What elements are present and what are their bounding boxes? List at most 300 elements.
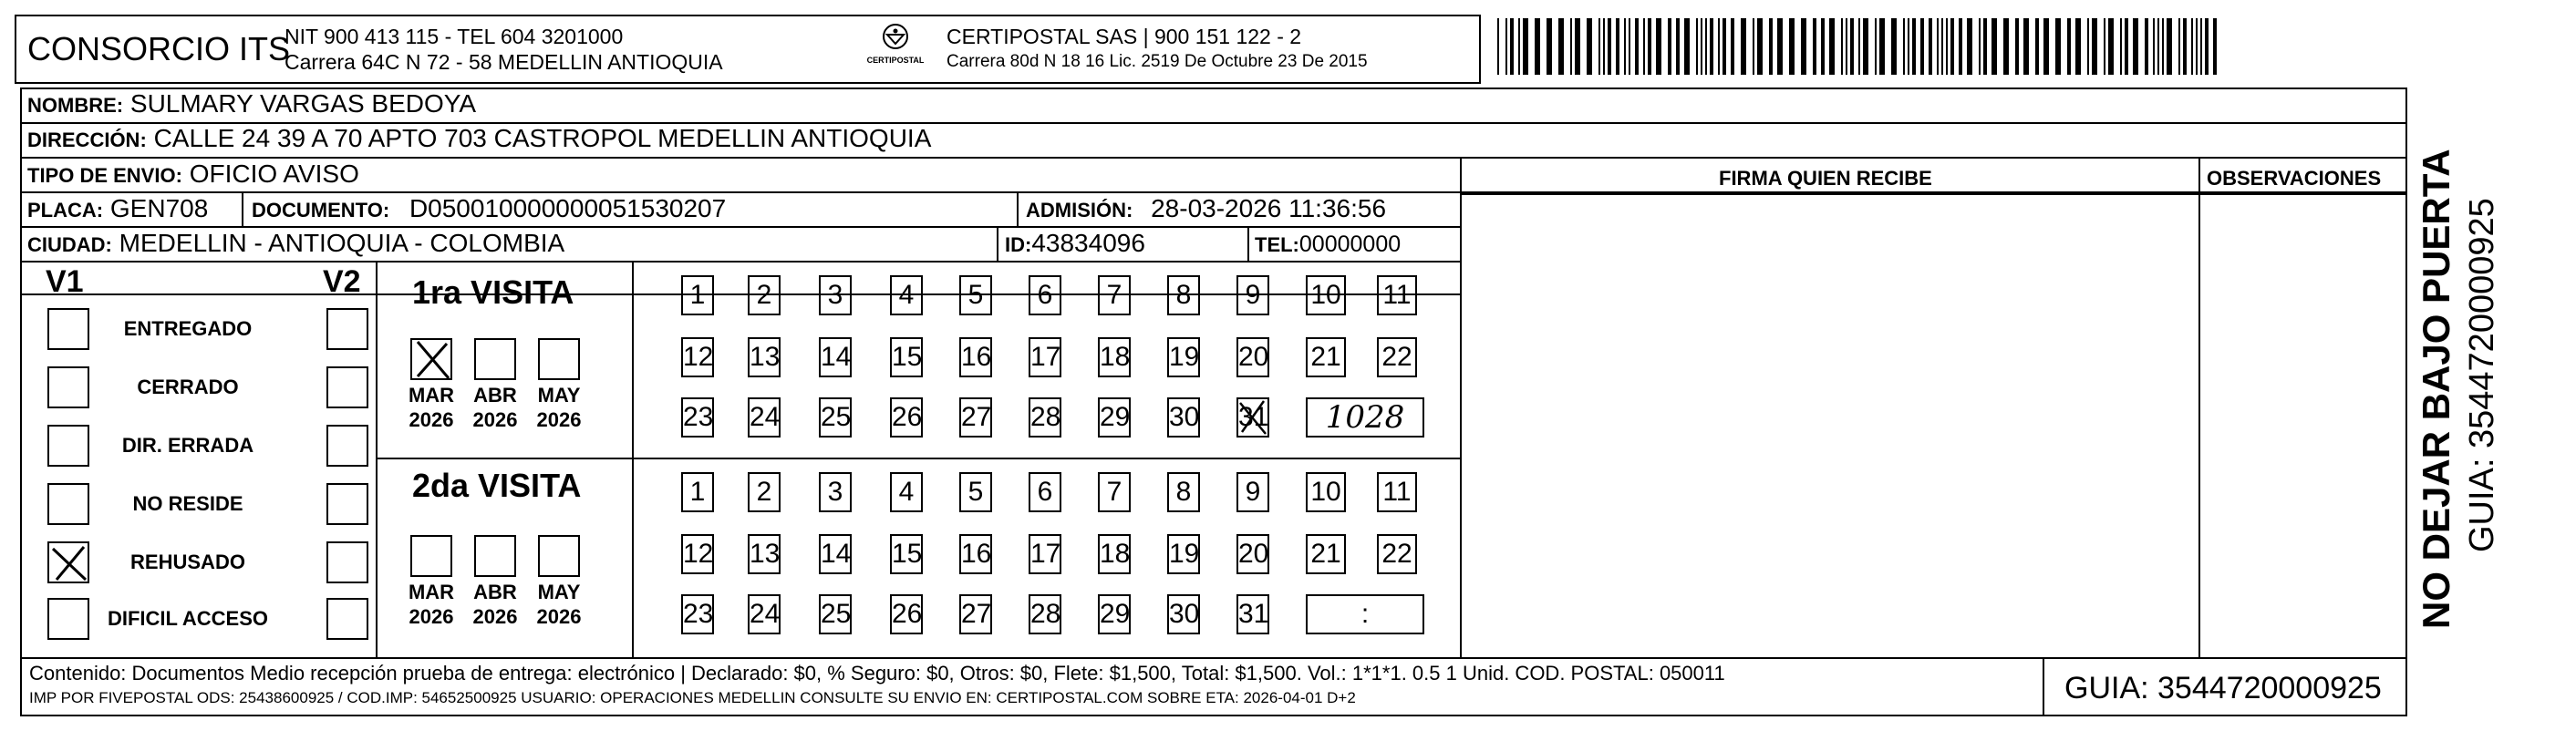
direccion-value: CALLE 24 39 A 70 APTO 703 CASTROPOL MEDELLIN ANTIOQUIA bbox=[153, 124, 932, 152]
barcode-bar bbox=[2162, 18, 2164, 75]
barcode-bar bbox=[1858, 18, 1860, 75]
visit1-day-label: 10 bbox=[1310, 280, 1341, 310]
visit2-day-box[interactable] bbox=[959, 594, 992, 634]
visit1-day-box[interactable] bbox=[1167, 275, 1200, 315]
visit2-day-label: 6 bbox=[1037, 477, 1053, 507]
visit1-day-label: 6 bbox=[1037, 280, 1053, 310]
barcode-bar bbox=[2183, 18, 2187, 75]
barcode-bar bbox=[1813, 18, 1816, 75]
visit2-day-label: 22 bbox=[1381, 539, 1412, 569]
visit2-day-label: 29 bbox=[1100, 599, 1131, 629]
barcode-bar bbox=[1875, 18, 1877, 75]
visit2-month-checkbox[interactable] bbox=[410, 535, 452, 577]
visit2-day-label: 19 bbox=[1169, 539, 1200, 569]
visit2-day-box[interactable] bbox=[819, 594, 852, 634]
visit1-day-label: 19 bbox=[1169, 342, 1200, 372]
ciudad-value: MEDELLIN - ANTIOQUIA - COLOMBIA bbox=[119, 229, 565, 257]
visit2-day-box[interactable] bbox=[1167, 472, 1200, 512]
barcode-bar bbox=[1629, 18, 1630, 75]
visit2-day-box[interactable] bbox=[1236, 472, 1269, 512]
barcode-bar bbox=[2003, 18, 2009, 75]
barcode-bar bbox=[1710, 18, 1713, 75]
barcode-bar bbox=[2178, 18, 2180, 75]
barcode-bar bbox=[1510, 18, 1514, 75]
admision-divider bbox=[1017, 191, 1019, 226]
status-label: CERRADO bbox=[137, 376, 239, 398]
status-label: DIFICIL ACCESO bbox=[107, 607, 268, 630]
barcode-bar bbox=[2153, 18, 2155, 75]
status-label: DIR. ERRADA bbox=[121, 434, 254, 457]
visit1-day-label: 21 bbox=[1310, 342, 1341, 372]
barcode-bar bbox=[2157, 18, 2159, 75]
visit2-day-box[interactable] bbox=[1098, 534, 1131, 574]
side-guia: GUIA: 3544720000925 bbox=[2463, 198, 2501, 552]
tel-cell bbox=[1255, 230, 1401, 260]
visit1-month-checkbox[interactable] bbox=[538, 338, 580, 380]
footer-guia: GUIA: 3544720000925 bbox=[2064, 671, 2382, 705]
barcode-bar bbox=[1850, 18, 1854, 75]
barcode-bar bbox=[1656, 18, 1661, 75]
barcode-bar bbox=[1718, 18, 1720, 75]
visit1-day-label: 23 bbox=[683, 402, 714, 432]
visit2-year-label: 2026 bbox=[536, 605, 582, 628]
visit1-day-label: 3 bbox=[827, 280, 843, 310]
barcode-bar bbox=[2200, 18, 2202, 75]
visit2-year-label: 2026 bbox=[472, 605, 518, 628]
ciudad-cell bbox=[27, 229, 564, 260]
barcode-bar bbox=[1821, 18, 1825, 75]
barcode-bar bbox=[1684, 18, 1690, 75]
barcode-bar bbox=[1920, 18, 1924, 75]
barcode-bar bbox=[2087, 18, 2089, 75]
visit1-day-box[interactable] bbox=[1029, 337, 1061, 377]
visit1-day-label: 7 bbox=[1106, 280, 1122, 310]
visit1-day-label: 8 bbox=[1175, 280, 1192, 310]
company-name: CONSORCIO ITS bbox=[27, 30, 291, 67]
courier-address: Carrera 80d N 18 16 Lic. 2519 De Octubre 23 De 2015 bbox=[947, 52, 1368, 71]
visit1-day-box[interactable] bbox=[1029, 275, 1061, 315]
barcode-bar bbox=[1829, 18, 1835, 75]
visit1-day-label: 9 bbox=[1245, 280, 1261, 310]
x-mark-icon bbox=[1236, 397, 1269, 438]
barcode-bar bbox=[1643, 18, 1645, 75]
visit2-day-label: 2 bbox=[756, 477, 772, 507]
visit1-day-box[interactable] bbox=[1377, 275, 1417, 315]
visit1-year-label: 2026 bbox=[409, 408, 454, 431]
visit2-day-label: 1 bbox=[689, 477, 706, 507]
visit2-day-label: 21 bbox=[1310, 539, 1341, 569]
visit2-day-box[interactable] bbox=[681, 534, 714, 574]
v2-checkbox[interactable] bbox=[326, 308, 368, 350]
barcode-bar bbox=[1518, 18, 1520, 75]
visit1-day-box[interactable] bbox=[1236, 275, 1269, 315]
visit2-day-box[interactable] bbox=[819, 472, 852, 512]
row-line bbox=[20, 157, 2407, 159]
visit1-day-box[interactable] bbox=[681, 397, 714, 438]
visit1-day-box[interactable] bbox=[819, 397, 852, 438]
visit-separator bbox=[376, 458, 1460, 459]
visit1-day-label: 12 bbox=[683, 342, 714, 372]
admision-label: ADMISIÓN: bbox=[1026, 199, 1133, 221]
visit2-day-box[interactable] bbox=[748, 534, 781, 574]
barcode-bar bbox=[2191, 18, 2193, 75]
id-label: ID: bbox=[1005, 233, 1032, 256]
barcode-bar bbox=[1979, 18, 1981, 75]
barcode-bar bbox=[2075, 18, 2081, 75]
visit2-day-box[interactable] bbox=[748, 594, 781, 634]
v2-header: V2 bbox=[323, 264, 361, 299]
barcode-bar bbox=[1741, 18, 1746, 75]
side-warning: NO DEJAR BAJO PUERTA bbox=[2415, 149, 2457, 629]
visit2-time-placeholder: : bbox=[1360, 599, 1370, 629]
footer-content: Contenido: Documentos Medio recepción prueba de entrega: electrónico | Declarado: $0, % Seguro: $0, Otros: $0, Flete: $1,500, Total: $1,500. Vol.: 1*1*1. 0.5 1 Unid. COD. POSTAL: 050011 bbox=[29, 662, 1725, 685]
barcode-bar bbox=[1570, 18, 1572, 75]
visit1-day-label: 17 bbox=[1030, 342, 1061, 372]
placa-label: PLACA: bbox=[27, 199, 104, 221]
status-label: ENTREGADO bbox=[123, 317, 253, 340]
placa-value: GEN708 bbox=[109, 194, 209, 222]
nombre-row bbox=[27, 89, 476, 120]
barcode-bar bbox=[2092, 18, 2097, 75]
barcode-bar bbox=[1959, 18, 1962, 75]
visit2-day-box[interactable] bbox=[1029, 472, 1061, 512]
barcode-bar bbox=[2043, 18, 2049, 75]
visit2-day-box[interactable] bbox=[959, 472, 992, 512]
visit1-month-label: MAY bbox=[537, 384, 581, 407]
barcode-bar bbox=[1769, 18, 1773, 75]
admision-cell bbox=[1026, 194, 1386, 225]
visit1-day-label: 14 bbox=[821, 342, 852, 372]
visit1-day-label: 22 bbox=[1381, 342, 1412, 372]
visit1-day-box[interactable] bbox=[748, 275, 781, 315]
visit1-day-box[interactable] bbox=[819, 275, 852, 315]
barcode-bar bbox=[2205, 18, 2209, 75]
barcode-bar bbox=[2055, 18, 2061, 75]
visit1-day-label: 13 bbox=[750, 342, 781, 372]
visit1-day-box[interactable] bbox=[748, 397, 781, 438]
barcode-bar bbox=[1624, 18, 1626, 75]
visit2-time-box[interactable] bbox=[1306, 594, 1424, 634]
visit1-day-box[interactable] bbox=[890, 337, 923, 377]
barcode-bar bbox=[1991, 18, 1997, 75]
barcode-bar bbox=[1616, 18, 1619, 75]
barcode-bar bbox=[1753, 18, 1754, 75]
visit1-day-box[interactable] bbox=[748, 337, 781, 377]
visit2-day-box[interactable] bbox=[1377, 472, 1417, 512]
observaciones-left-border bbox=[2198, 157, 2200, 659]
visit1-title: 1ra VISITA bbox=[412, 273, 574, 311]
v1-header: V1 bbox=[46, 264, 84, 299]
barcode-bar bbox=[1950, 18, 1954, 75]
v2-checkbox[interactable] bbox=[326, 425, 368, 467]
visit1-day-label: 16 bbox=[961, 342, 992, 372]
barcode-bar bbox=[1701, 18, 1702, 75]
visit1-month-checkbox[interactable] bbox=[474, 338, 516, 380]
visit2-day-label: 5 bbox=[967, 477, 984, 507]
company-address: Carrera 64C N 72 - 58 MEDELLIN ANTIOQUIA bbox=[284, 50, 723, 74]
visit2-day-label: 31 bbox=[1238, 599, 1269, 629]
tipo-row bbox=[27, 160, 359, 190]
barcode-bar bbox=[1535, 18, 1540, 75]
barcode-bar bbox=[1841, 18, 1843, 75]
placa-cell bbox=[27, 194, 208, 225]
status-right-border bbox=[376, 261, 378, 659]
tipo-value: OFICIO AVISO bbox=[189, 160, 359, 188]
visit2-day-box[interactable] bbox=[890, 594, 923, 634]
tel-divider bbox=[1247, 226, 1249, 261]
x-mark-icon bbox=[412, 340, 452, 380]
barcode-bar bbox=[1967, 18, 1972, 75]
documento-value: D050010000000051530207 bbox=[409, 194, 727, 222]
ciudad-label: CIUDAD: bbox=[27, 233, 112, 256]
barcode-bar bbox=[1505, 18, 1507, 75]
barcode-bar bbox=[2213, 18, 2217, 75]
barcode-bar bbox=[1608, 18, 1611, 75]
visit1-day-label: 24 bbox=[750, 402, 781, 432]
visit1-day-label: 15 bbox=[892, 342, 923, 372]
barcode-bar bbox=[1635, 18, 1639, 75]
v2-checkbox[interactable] bbox=[326, 366, 368, 408]
nombre-label: NOMBRE: bbox=[27, 94, 124, 117]
visit1-day-label: 30 bbox=[1169, 402, 1200, 432]
visit2-day-label: 8 bbox=[1175, 477, 1192, 507]
footer-line bbox=[20, 657, 2407, 659]
firma-header-line bbox=[1460, 193, 2407, 195]
visit2-day-label: 20 bbox=[1238, 539, 1269, 569]
visit1-time-box[interactable] bbox=[1306, 397, 1424, 438]
barcode-bar bbox=[2104, 18, 2105, 75]
direccion-row bbox=[27, 124, 931, 155]
visit1-day-label: 28 bbox=[1030, 402, 1061, 432]
visit2-day-box[interactable] bbox=[1236, 534, 1269, 574]
visit1-day-box[interactable] bbox=[819, 337, 852, 377]
certipostal-logo-icon bbox=[877, 22, 914, 55]
visit2-month-checkbox[interactable] bbox=[474, 535, 516, 577]
visit2-day-label: 30 bbox=[1169, 599, 1200, 629]
visit2-year-label: 2026 bbox=[409, 605, 454, 628]
id-value: 43834096 bbox=[1031, 229, 1145, 257]
visit2-day-label: 16 bbox=[961, 539, 992, 569]
visit2-day-label: 17 bbox=[1030, 539, 1061, 569]
visit1-month-checkbox[interactable] bbox=[410, 338, 452, 380]
status-label: NO RESIDE bbox=[132, 492, 243, 515]
logo-text: CERTIPOSTAL bbox=[866, 56, 925, 65]
visit1-month-label: ABR bbox=[473, 384, 517, 407]
barcode-bar bbox=[2015, 18, 2019, 75]
visit2-day-label: 13 bbox=[750, 539, 781, 569]
barcode-bar bbox=[1908, 18, 1909, 75]
visit2-day-box[interactable] bbox=[681, 594, 714, 634]
barcode-bar bbox=[2035, 18, 2039, 75]
visit1-day-box[interactable] bbox=[1236, 337, 1269, 377]
visit2-day-label: 4 bbox=[898, 477, 915, 507]
barcode bbox=[1495, 15, 2225, 78]
visit2-day-label: 15 bbox=[892, 539, 923, 569]
visit2-day-box[interactable] bbox=[959, 534, 992, 574]
visit1-day-label: 31 bbox=[1238, 402, 1269, 432]
nombre-value: SULMARY VARGAS BEDOYA bbox=[129, 89, 477, 118]
main-frame bbox=[20, 88, 2407, 716]
admision-value: 28-03-2026 11:36:56 bbox=[1151, 194, 1387, 222]
tipo-label: TIPO DE ENVIO: bbox=[27, 164, 182, 187]
visit1-year-label: 2026 bbox=[472, 408, 518, 431]
visit2-day-box[interactable] bbox=[1377, 534, 1417, 574]
row-line bbox=[20, 226, 1461, 228]
v2-checkbox[interactable] bbox=[326, 541, 368, 583]
visit2-day-label: 27 bbox=[961, 599, 992, 629]
barcode-bar bbox=[1547, 18, 1552, 75]
courier-name: CERTIPOSTAL SAS | 900 151 122 - 2 bbox=[947, 25, 1302, 48]
barcode-bar bbox=[1789, 18, 1795, 75]
barcode-bar bbox=[1912, 18, 1916, 75]
barcode-bar bbox=[1497, 18, 1499, 75]
barcode-bar bbox=[1846, 18, 1847, 75]
visit1-day-box[interactable] bbox=[1098, 275, 1131, 315]
visit2-day-label: 9 bbox=[1245, 477, 1261, 507]
barcode-bar bbox=[1879, 18, 1885, 75]
visit-months-border bbox=[632, 261, 634, 659]
visit2-day-label: 28 bbox=[1030, 599, 1061, 629]
visit2-day-box[interactable] bbox=[1029, 534, 1061, 574]
barcode-bar bbox=[2133, 18, 2138, 75]
visit1-day-box[interactable] bbox=[959, 337, 992, 377]
visit1-month-label: MAR bbox=[408, 384, 455, 407]
barcode-bar bbox=[1575, 18, 1580, 75]
visit1-day-box[interactable] bbox=[1167, 397, 1200, 438]
observaciones-label: OBSERVACIONES bbox=[2207, 167, 2382, 190]
tel-label: TEL: bbox=[1255, 233, 1299, 256]
tel-value: 00000000 bbox=[1298, 232, 1402, 257]
visit2-day-box[interactable] bbox=[1236, 594, 1269, 634]
visit1-day-label: 5 bbox=[967, 280, 984, 310]
visit2-day-box[interactable] bbox=[890, 472, 923, 512]
visit2-day-box[interactable] bbox=[1098, 472, 1131, 512]
barcode-bar bbox=[1941, 18, 1943, 75]
visit1-day-box[interactable] bbox=[1098, 397, 1131, 438]
id-divider bbox=[997, 226, 998, 261]
visit1-day-box[interactable] bbox=[1029, 397, 1061, 438]
visit1-day-box[interactable] bbox=[1167, 337, 1200, 377]
barcode-bar bbox=[1696, 18, 1698, 75]
v2-checkbox[interactable] bbox=[326, 598, 368, 640]
visit2-month-checkbox[interactable] bbox=[538, 535, 580, 577]
visit1-day-box[interactable] bbox=[1236, 397, 1269, 438]
footer-print-info: IMP POR FIVEPOSTAL ODS: 25438600925 / COD.IMP: 54652500925 USUARIO: OPERACIONES MEDELLIN CONSULTE SU ENVIO EN: CERTIPOSTAL.COM SOBRE ETA: 2026-04-01 D+2 bbox=[29, 689, 1356, 706]
visit2-day-label: 12 bbox=[683, 539, 714, 569]
visit2-day-label: 24 bbox=[750, 599, 781, 629]
barcode-bar bbox=[1937, 18, 1939, 75]
visit2-day-box[interactable] bbox=[1098, 594, 1131, 634]
visit1-day-label: 1 bbox=[689, 280, 706, 310]
barcode-bar bbox=[1587, 18, 1592, 75]
firma-label: FIRMA QUIEN RECIBE bbox=[1719, 167, 1932, 190]
visit1-time-value: 1028 bbox=[1325, 399, 1405, 436]
visit1-day-label: 2 bbox=[756, 280, 772, 310]
visit1-day-box[interactable] bbox=[890, 397, 923, 438]
barcode-bar bbox=[1603, 18, 1605, 75]
barcode-bar bbox=[2145, 18, 2148, 75]
barcode-bar bbox=[1705, 18, 1707, 75]
visit2-day-box[interactable] bbox=[1167, 594, 1200, 634]
visit2-title: 2da VISITA bbox=[412, 467, 582, 504]
visit1-day-box[interactable] bbox=[1306, 337, 1346, 377]
visit1-day-label: 27 bbox=[961, 402, 992, 432]
visit2-day-box[interactable] bbox=[1306, 534, 1346, 574]
visit1-day-box[interactable] bbox=[681, 337, 714, 377]
visit2-day-box[interactable] bbox=[748, 472, 781, 512]
visit2-day-box[interactable] bbox=[681, 472, 714, 512]
barcode-bar bbox=[1668, 18, 1671, 75]
visit1-day-box[interactable] bbox=[1306, 275, 1346, 315]
visit2-day-box[interactable] bbox=[1167, 534, 1200, 574]
visit1-day-label: 11 bbox=[1382, 280, 1412, 310]
status-label: REHUSADO bbox=[130, 551, 245, 573]
id-cell bbox=[1005, 229, 1145, 260]
visit1-day-label: 4 bbox=[898, 280, 915, 310]
barcode-bar bbox=[1558, 18, 1564, 75]
visit2-day-label: 10 bbox=[1310, 477, 1341, 507]
barcode-bar bbox=[1903, 18, 1905, 75]
visit1-day-label: 25 bbox=[821, 402, 852, 432]
direccion-label: DIRECCIÓN: bbox=[27, 129, 147, 151]
barcode-bar bbox=[1523, 18, 1528, 75]
row-line bbox=[20, 261, 1461, 263]
barcode-bar bbox=[1723, 18, 1726, 75]
visit2-day-box[interactable] bbox=[819, 534, 852, 574]
barcode-bar bbox=[1891, 18, 1897, 75]
barcode-bar bbox=[2125, 18, 2128, 75]
visit1-day-label: 29 bbox=[1100, 402, 1131, 432]
barcode-bar bbox=[2023, 18, 2029, 75]
barcode-bar bbox=[1929, 18, 1932, 75]
documento-label: DOCUMENTO: bbox=[252, 199, 390, 221]
visit1-day-box[interactable] bbox=[681, 275, 714, 315]
visit1-day-box[interactable] bbox=[959, 397, 992, 438]
visit2-day-box[interactable] bbox=[1029, 594, 1061, 634]
visit2-month-label: MAY bbox=[537, 581, 581, 603]
firma-left-border bbox=[1460, 157, 1462, 659]
visit2-month-label: MAR bbox=[408, 581, 455, 603]
barcode-bar bbox=[1731, 18, 1734, 75]
barcode-bar bbox=[1983, 18, 1987, 75]
documento-cell bbox=[252, 194, 726, 225]
barcode-bar bbox=[1863, 18, 1868, 75]
barcode-bar bbox=[2108, 18, 2114, 75]
certipostal-logo bbox=[859, 22, 932, 75]
visit2-day-label: 18 bbox=[1100, 539, 1131, 569]
footer-guia-divider bbox=[2043, 657, 2044, 716]
visit2-day-label: 26 bbox=[892, 599, 923, 629]
visit2-day-box[interactable] bbox=[890, 534, 923, 574]
barcode-bar bbox=[1757, 18, 1763, 75]
placa-divider bbox=[242, 191, 243, 226]
visit1-day-box[interactable] bbox=[890, 275, 923, 315]
visit2-day-label: 23 bbox=[683, 599, 714, 629]
company-nit: NIT 900 413 115 - TEL 604 3201000 bbox=[284, 25, 624, 48]
barcode-bar bbox=[1946, 18, 1948, 75]
visit1-day-box[interactable] bbox=[1377, 337, 1417, 377]
visit1-day-label: 20 bbox=[1238, 342, 1269, 372]
visit1-day-box[interactable] bbox=[1098, 337, 1131, 377]
barcode-bar bbox=[2196, 18, 2198, 75]
visit2-day-label: 11 bbox=[1382, 477, 1412, 507]
visit2-day-box[interactable] bbox=[1306, 472, 1346, 512]
visit1-day-box[interactable] bbox=[959, 275, 992, 315]
v2-checkbox[interactable] bbox=[326, 483, 368, 525]
visit2-month-label: ABR bbox=[473, 581, 517, 603]
visit2-day-label: 14 bbox=[821, 539, 852, 569]
barcode-bar bbox=[2067, 18, 2071, 75]
